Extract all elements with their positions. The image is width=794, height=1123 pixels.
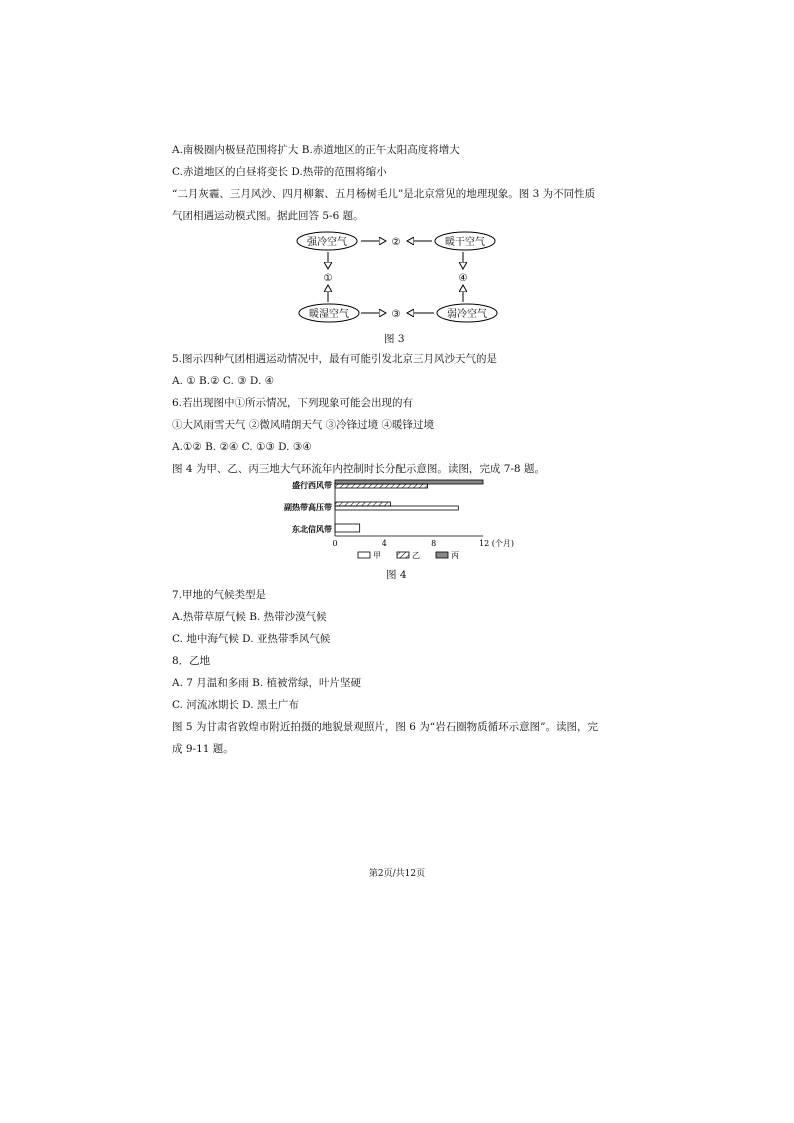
x-tick-label: 8 (431, 539, 437, 548)
cloud-label-weak-cold: 弱冷空气 (447, 309, 487, 320)
legend-label-jia: 甲 (373, 551, 381, 560)
option-line-c-d: C.赤道地区的白昼将变长 D.热带的范围将缩小 (172, 166, 387, 178)
question-7-options-cd: C. 地中海气候 D. 亚热带季风气候 (172, 633, 331, 645)
legend-swatch-yi (397, 552, 409, 558)
cloud-top-right (435, 232, 495, 250)
legend-swatch-bing (436, 552, 448, 558)
question-8: 8．乙地 (172, 655, 211, 667)
category-label: 副热带高压带 (284, 502, 332, 512)
cloud-top-left (297, 232, 357, 250)
figure-4-bar-chart (276, 478, 536, 563)
question-7: 7.甲地的气候类型是 (172, 589, 267, 601)
question-8-options-ab: A. 7 月温和多雨 B. 植被常绿，叶片坚硬 (172, 677, 362, 689)
label-circle-4: ④ (458, 273, 468, 284)
option-line-a-b: A.南极圈内极昼范围将扩大 B.赤道地区的正午太阳高度将增大 (172, 144, 460, 156)
question-7-options-ab: A.热带草原气候 B. 热带沙漠气候 (172, 611, 327, 623)
category-label: 东北信风带 (292, 524, 332, 534)
question-6-options: A.①② B. ②④ C. ①③ D. ③④ (172, 441, 312, 453)
question-6-items: ①大风雨雪天气 ②微风晴朗天气 ③冷锋过境 ④暖锋过境 (172, 419, 435, 431)
cloud-label-warm-humid: 暖湿空气 (309, 309, 349, 320)
intro-paragraph-line2: 气团相遇运动模式图。据此回答 5-6 题。 (172, 210, 364, 222)
intro-paragraph-line1: “二月灰霾、三月风沙、四月柳絮、五月杨树毛儿”是北京常见的地理现象。图 3 为不同性质 (172, 188, 596, 200)
cloud-label-warm-dry: 暖干空气 (445, 237, 485, 248)
cloud-bottom-left (299, 304, 359, 322)
x-tick-label: 12 (个月) (479, 539, 514, 548)
cloud-bottom-right (437, 304, 497, 322)
bar-yi (335, 484, 428, 488)
figure-5-intro-line1: 图 5 为甘肃省敦煌市附近拍摄的地貌景观照片，图 6 为“岩石圈物质循环示意图”。读图，完 (172, 721, 598, 733)
figure-3-air-mass-diagram (295, 230, 515, 325)
bar-yi (335, 502, 391, 506)
label-circle-3: ③ (391, 309, 401, 320)
bar-jia (335, 524, 360, 532)
figure-5-intro-line2: 成 9-11 题。 (172, 743, 234, 755)
figure-4-intro: 图 4 为甲、乙、丙三地大气环流年内控制时长分配示意图。读图，完成 7-8 题。 (172, 463, 545, 475)
x-tick-label: 0 (332, 539, 338, 548)
bar-bing (335, 480, 483, 484)
label-circle-1: ① (323, 273, 333, 284)
page-footer: 第2页/共12页 (368, 869, 426, 879)
legend-label-bing: 丙 (451, 551, 459, 560)
cloud-label-strong-cold: 强冷空气 (307, 237, 347, 248)
bar-jia (335, 506, 458, 510)
legend-label-yi: 乙 (412, 551, 420, 560)
label-circle-2: ② (391, 237, 401, 248)
question-5-options: A. ① B.② C. ③ D. ④ (172, 375, 275, 387)
legend (358, 551, 459, 560)
category-label: 盛行西风带 (292, 480, 332, 490)
question-5: 5.图示四种气团相遇运动情况中，最有可能引发北京三月风沙天气的是 (172, 353, 498, 365)
figure-4-caption: 图 4 (386, 569, 407, 581)
question-8-options-cd: C. 河流冰期长 D. 黑土广布 (172, 699, 299, 711)
x-tick-label: 4 (381, 539, 387, 548)
legend-swatch-jia (358, 552, 370, 558)
figure-3-caption: 图 3 (384, 333, 405, 345)
question-6: 6.若出现图中①所示情况，下列现象可能会出现的有 (172, 397, 414, 409)
